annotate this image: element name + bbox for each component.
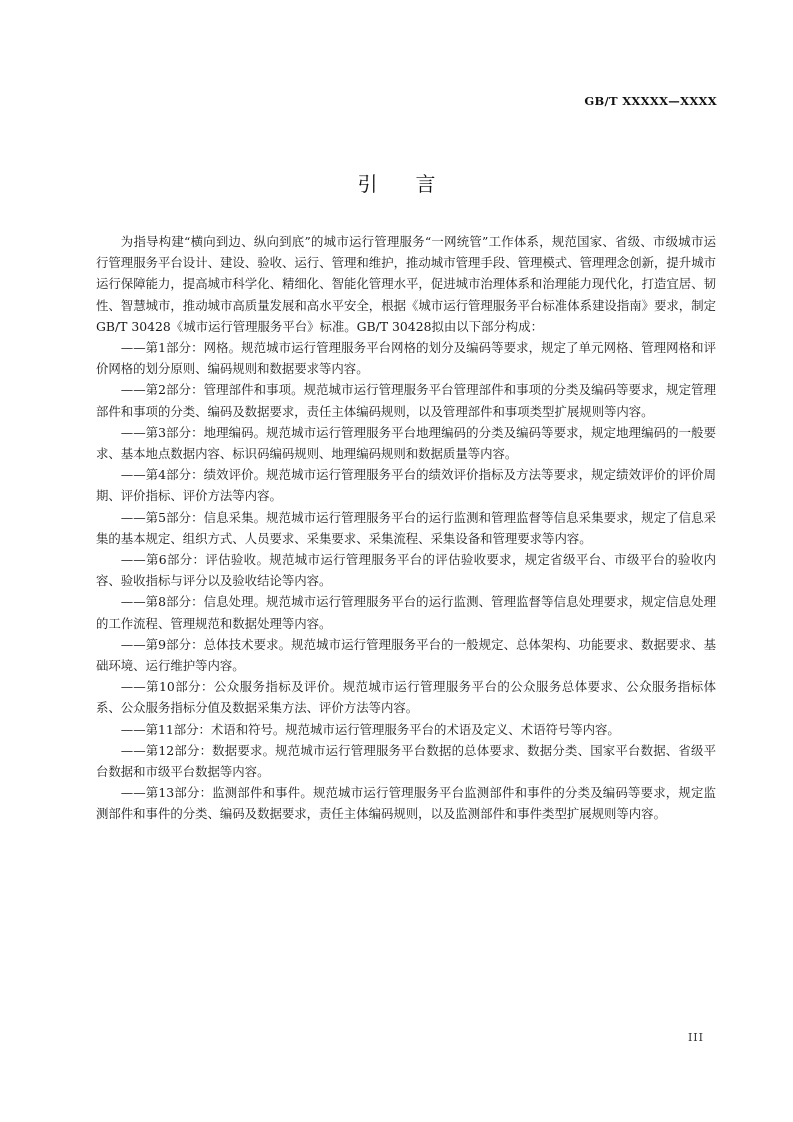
page-number: III <box>687 1031 704 1044</box>
part-item-11: ——第11部分：术语和符号。规范城市运行管理服务平台的术语及定义、术语符号等内容。 <box>120 721 620 737</box>
part-item-1: ——第1部分：网格。规范城市运行管理服务平台网格的划分及编码等要求，规定了单元网格、管理网格和评价网格的划分原则、编码规则和数据要求等内容。 <box>96 340 716 377</box>
page-title: 引言 <box>357 172 474 196</box>
standard-number: GB/T XXXXX—XXXX <box>584 94 717 108</box>
part-item-8: ——第8部分：信息处理。规范城市运行管理服务平台的运行监测、管理监督等信息处理要求，规定信息处理的工作流程、管理规范和数据处理等内容。 <box>96 594 716 631</box>
part-item-10: ——第10部分：公众服务指标及评价。规范城市运行管理服务平台的公众服务总体要求、公众服务指标体系、公众服务指标分值及数据采集方法、评价方法等内容。 <box>96 679 716 716</box>
part-item-4: ——第4部分：绩效评价。规范城市运行管理服务平台的绩效评价指标及方法等要求，规定绩效评价的评价周期、评价指标、评价方法等内容。 <box>96 467 716 504</box>
part-item-6: ——第6部分：评估验收。规范城市运行管理服务平台的评估验收要求，规定省级平台、市级平台的验收内容、验收指标与评分以及验收结论等内容。 <box>96 552 716 589</box>
part-item-2: ——第2部分：管理部件和事项。规范城市运行管理服务平台管理部件和事项的分类及编码等要求，规定管理部件和事项的分类、编码及数据要求，责任主体编码规则，以及管理部件和事项类型扩展规则等内容。 <box>96 382 716 419</box>
part-item-12: ——第12部分：数据要求。规范城市运行管理服务平台数据的总体要求、数据分类、国家平台数据、省级平台数据和市级平台数据等内容。 <box>96 742 716 780</box>
document-body <box>96 231 716 825</box>
intro-paragraph: 为指导构建“横向到边、纵向到底”的城市运行管理服务“一网统管”工作体系，规范国家、省级、市级城市运行管理服务平台设计、建设、验收、运行、管理和维护，推动城市管理手段、管理模式、管理理念创新，提升城市运行保障能力，提高城市科学化、精细化、智能化管理水平，促进城市治理体系和治理能力现代化，打造宜居、韧性、智慧城市，推动城市高质量发展和高水平安全，根据《城市运行管理服务平台标准体系建设指南》要求，制定GB/T 30428《城市运行管理服务平台》标准。GB/T 30428拟由以下部分构成： <box>96 234 716 334</box>
part-item-9: ——第9部分：总体技术要求。规范城市运行管理服务平台的一般规定、总体架构、功能要求、数据要求、基础环境、运行维护等内容。 <box>96 636 716 674</box>
part-item-3: ——第3部分：地理编码。规范城市运行管理服务平台地理编码的分类及编码等要求，规定地理编码的一般要求、基本地点数据内容、标识码编码规则、地理编码规则和数据质量等内容。 <box>96 424 716 462</box>
part-item-13: ——第13部分：监测部件和事件。规范城市运行管理服务平台监测部件和事件的分类及编码等要求，规定监测部件和事件的分类、编码及数据要求，责任主体编码规则，以及监测部件和事件类型扩展规则等内容。 <box>96 785 716 822</box>
part-item-5: ——第5部分：信息采集。规范城市运行管理服务平台的运行监测和管理监督等信息采集要求，规定了信息采集的基本规定、组织方式、人员要求、采集要求、采集流程、采集设备和管理要求等内容。 <box>96 509 716 546</box>
